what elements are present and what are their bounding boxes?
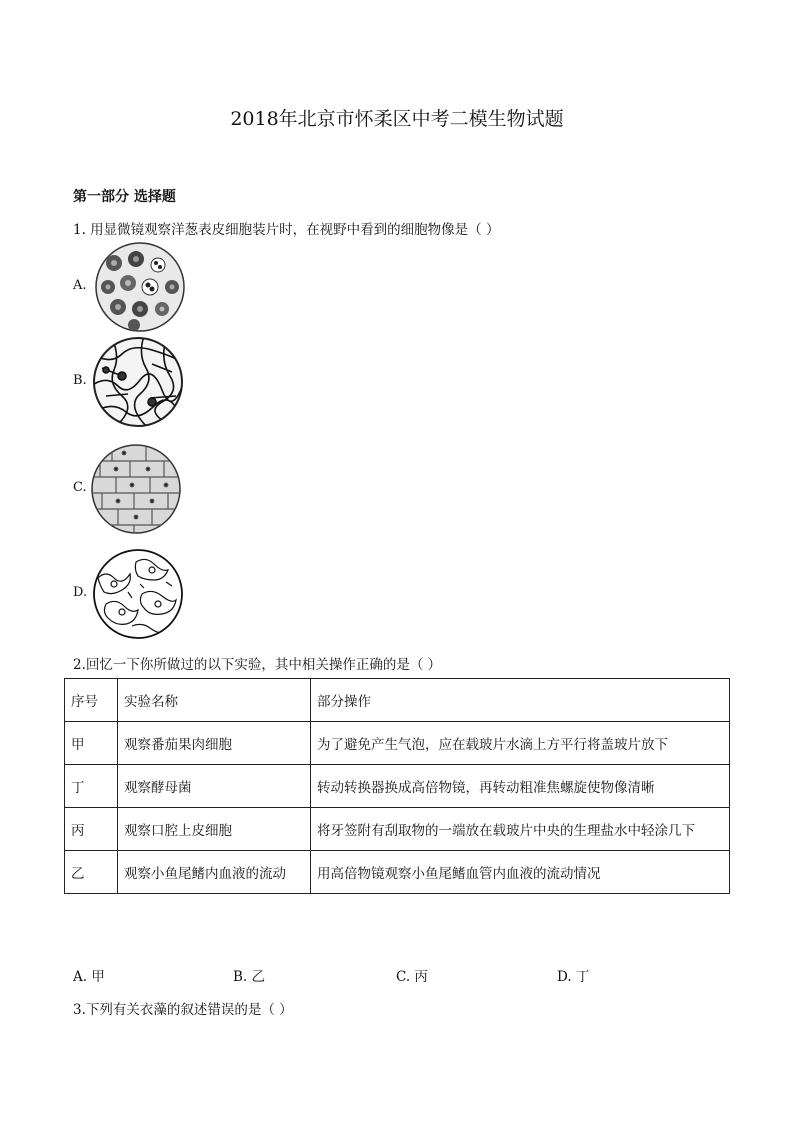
section-heading: 第一部分 选择题: [73, 189, 176, 205]
table-row: [65, 808, 730, 851]
table-cell: 观察番茄果肉细胞: [118, 722, 311, 765]
option-d-label: D.: [73, 585, 88, 600]
table-cell: 丙: [65, 808, 118, 851]
answer-option-d: D. 丁: [557, 969, 590, 985]
table-cell: 观察口腔上皮细胞: [118, 808, 311, 851]
table-cell: 观察小鱼尾鳍内血液的流动: [118, 851, 311, 894]
table-row: [65, 722, 730, 765]
answer-option-a: A. 甲: [73, 969, 105, 985]
table-row: [65, 851, 730, 894]
question-3-stem: 3.下列有关衣藻的叙述错误的是（ ）: [73, 1002, 293, 1018]
onion-epidermis-micrograph: [90, 443, 182, 535]
question-1-stem: 1. 用显微镜观察洋葱表皮细胞装片时，在视野中看到的细胞物像是（ ）: [73, 222, 500, 238]
table-cell: 乙: [65, 851, 118, 894]
question-2-stem: 2.回忆一下你所做过的以下实验，其中相关操作正确的是（ ）: [73, 657, 442, 673]
cheek-cells-micrograph: [92, 548, 184, 640]
option-b-label: B.: [73, 373, 87, 388]
page-title: 2018年北京市怀柔区中考二模生物试题: [230, 108, 564, 130]
table-cell: 为了避免产生气泡，应在载玻片水滴上方平行将盖玻片放下: [311, 722, 730, 765]
blood-cells-micrograph: [94, 241, 186, 333]
answer-option-c: C. 丙: [396, 969, 428, 985]
header-cell: 部分操作: [311, 679, 730, 722]
header-cell: 序号: [65, 679, 118, 722]
table-cell: 观察酵母菌: [118, 765, 311, 808]
nerve-cells-micrograph: [92, 336, 184, 428]
table-row: [65, 765, 730, 808]
table-cell: 丁: [65, 765, 118, 808]
experiment-table: [64, 678, 730, 894]
table-cell: 将牙签附有刮取物的一端放在载玻片中央的生理盐水中轻涂几下: [311, 808, 730, 851]
option-c-label: C.: [73, 480, 87, 495]
header-cell: 实验名称: [118, 679, 311, 722]
table-cell: 用高倍物镜观察小鱼尾鳍血管内血液的流动情况: [311, 851, 730, 894]
answer-option-b: B. 乙: [233, 969, 266, 985]
option-a-label: A.: [73, 278, 87, 293]
table-header-row: [65, 679, 730, 722]
table-cell: 转动转换器换成高倍物镜，再转动粗准焦螺旋使物像清晰: [311, 765, 730, 808]
table-cell: 甲: [65, 722, 118, 765]
